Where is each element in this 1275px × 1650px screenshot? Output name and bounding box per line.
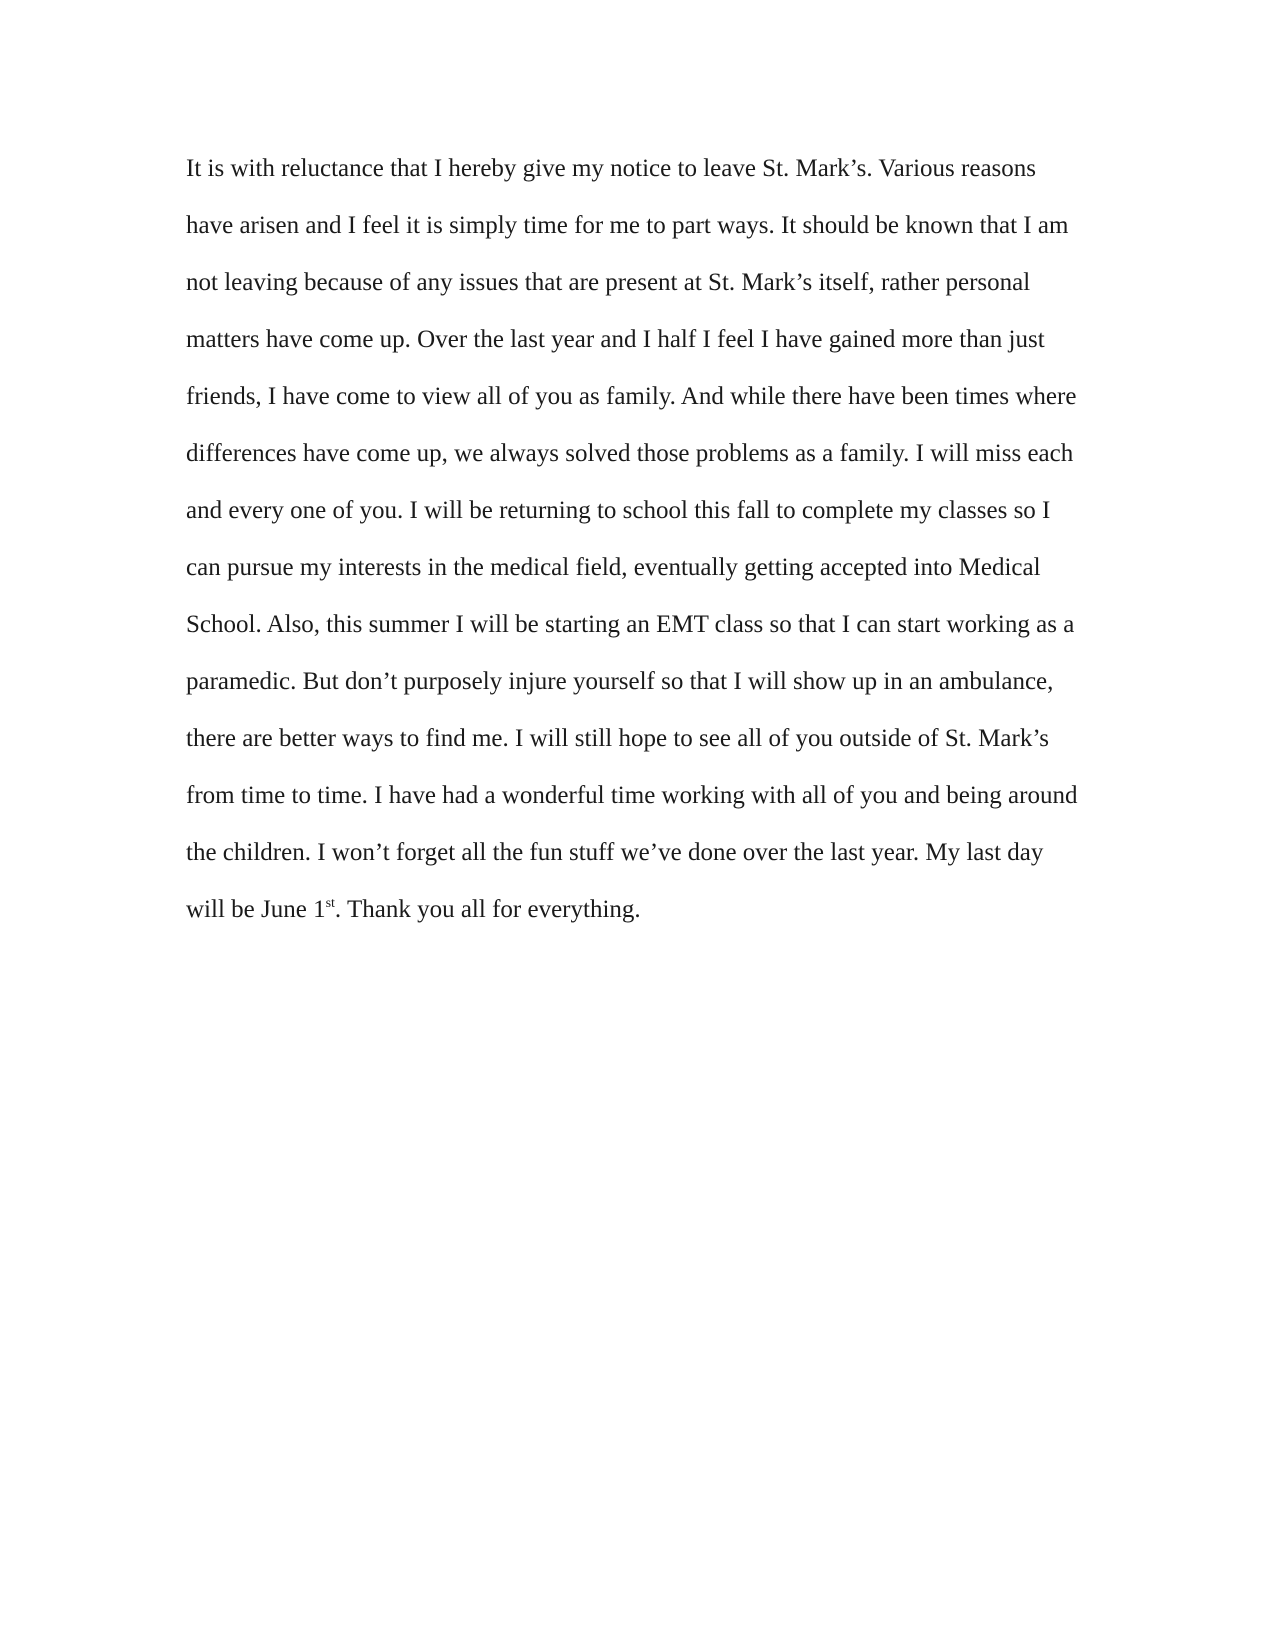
- text-line-13: the children. I won’t forget all the fun stuff we’ve done over the last year. My last day: [186, 839, 1044, 866]
- text-line-11: there are better ways to find me. I will still hope to see all of you outside of St. Mark’s: [186, 725, 1050, 752]
- final-line-end: . Thank you all for everything.: [334, 896, 641, 923]
- text-line-6: differences have come up, we always solved those problems as a family. I will miss each: [186, 440, 1074, 467]
- text-line-14: [186, 881, 1086, 938]
- text-line-8: can pursue my interests in the medical field, eventually getting accepted into Medical: [186, 554, 1041, 581]
- text-line-9: School. Also, this summer I will be starting an EMT class so that I can start working as a: [186, 611, 1075, 638]
- final-line-start: will be June 1: [186, 896, 326, 923]
- text-line-4: matters have come up. Over the last year and I half I feel I have gained more than just: [186, 326, 1045, 353]
- resignation-letter-body: [186, 140, 1086, 938]
- text-line-12: from time to time. I have had a wonderful time working with all of you and being around: [186, 782, 1078, 809]
- text-line-7: and every one of you. I will be returning to school this fall to complete my classes so I: [186, 497, 1051, 524]
- text-line-5: friends, I have come to view all of you as family. And while there have been times where: [186, 383, 1077, 410]
- text-line-10: paramedic. But don’t purposely injure yourself so that I will show up in an ambulance,: [186, 668, 1054, 695]
- ordinal-superscript: st: [325, 896, 335, 911]
- text-line-2: have arisen and I feel it is simply time for me to part ways. It should be known that I am: [186, 212, 1069, 239]
- text-line-3: not leaving because of any issues that are present at St. Mark’s itself, rather personal: [186, 269, 1031, 296]
- text-line-1: It is with reluctance that I hereby give my notice to leave St. Mark’s. Various reasons: [186, 155, 1036, 182]
